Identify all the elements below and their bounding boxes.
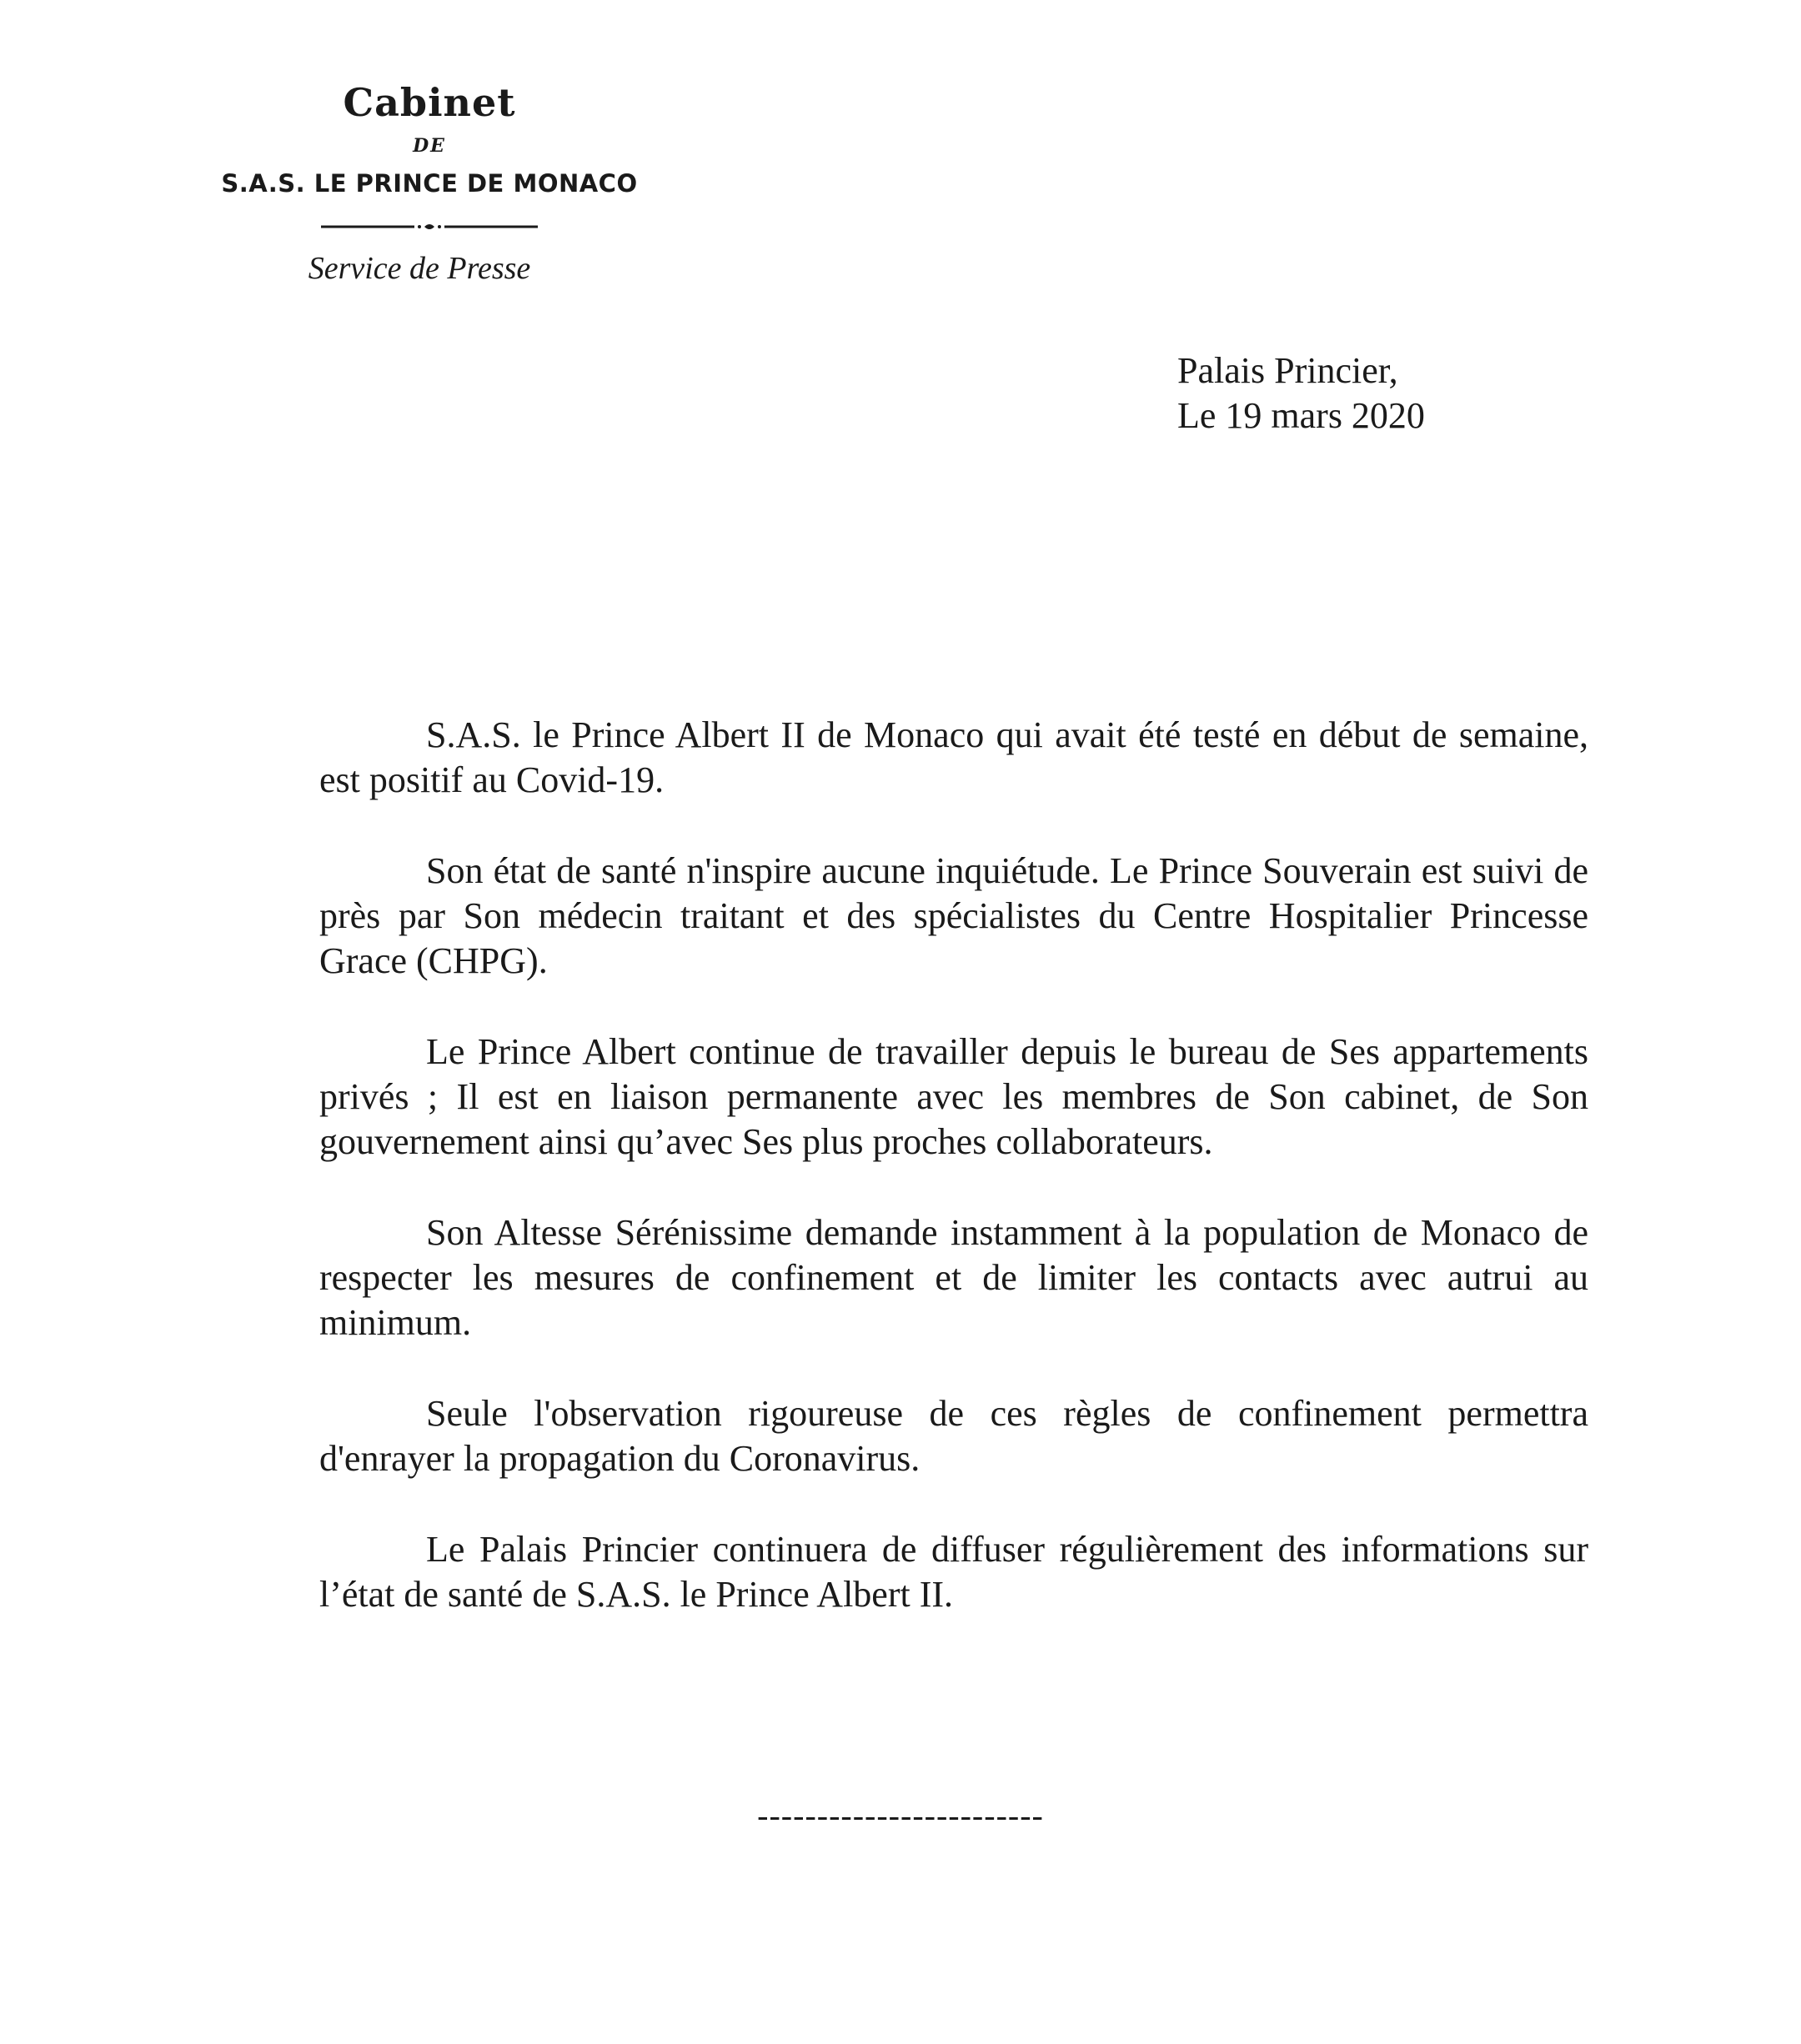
end-mark: ------------------------ (757, 1796, 1044, 1834)
letter-body (319, 713, 1588, 1663)
body-paragraph: Seule l'observation rigoureuse de ces règles de confinement permettra d'enrayer la propagation du Coronavirus. (319, 1393, 1588, 1479)
date-line: Le 19 mars 2020 (1177, 395, 1425, 436)
body-paragraph: Son état de santé n'inspire aucune inquiétude. Le Prince Souverain est suivi de près par Son médecin traitant et des spécialistes du Centre Hospitalier Princesse Grace (CHPG). (319, 850, 1588, 981)
letterhead (208, 80, 650, 286)
letterhead-cabinet: Cabinet (343, 80, 516, 125)
letterhead-service: Service de Presse (308, 251, 531, 286)
body-paragraph: Le Prince Albert continue de travailler depuis le bureau de Ses appartements privés ; Il est en liaison permanente avec les membres de Son cabinet, de Son gouvernement ainsi qu’avec Ses plus proches collaborateurs. (319, 1031, 1588, 1162)
body-paragraph: Son Altesse Sérénissime demande instamment à la population de Monaco de respecter les mesures de confinement et de limiter les contacts avec autrui au minimum. (319, 1212, 1588, 1343)
letterhead-de: DE (413, 135, 446, 157)
body-paragraph: Le Palais Princier continuera de diffuser régulièrement des informations sur l’état de santé de S.A.S. le Prince Albert II. (319, 1529, 1588, 1615)
letterhead-prince: S.A.S. LE PRINCE DE MONACO (221, 169, 638, 198)
place-line: Palais Princier, (1177, 350, 1398, 391)
body-paragraph: S.A.S. le Prince Albert II de Monaco qui avait été testé en début de semaine, est positif au Covid-19. (319, 714, 1588, 800)
ornament-divider-icon (321, 221, 538, 233)
place-date (1177, 348, 1425, 438)
